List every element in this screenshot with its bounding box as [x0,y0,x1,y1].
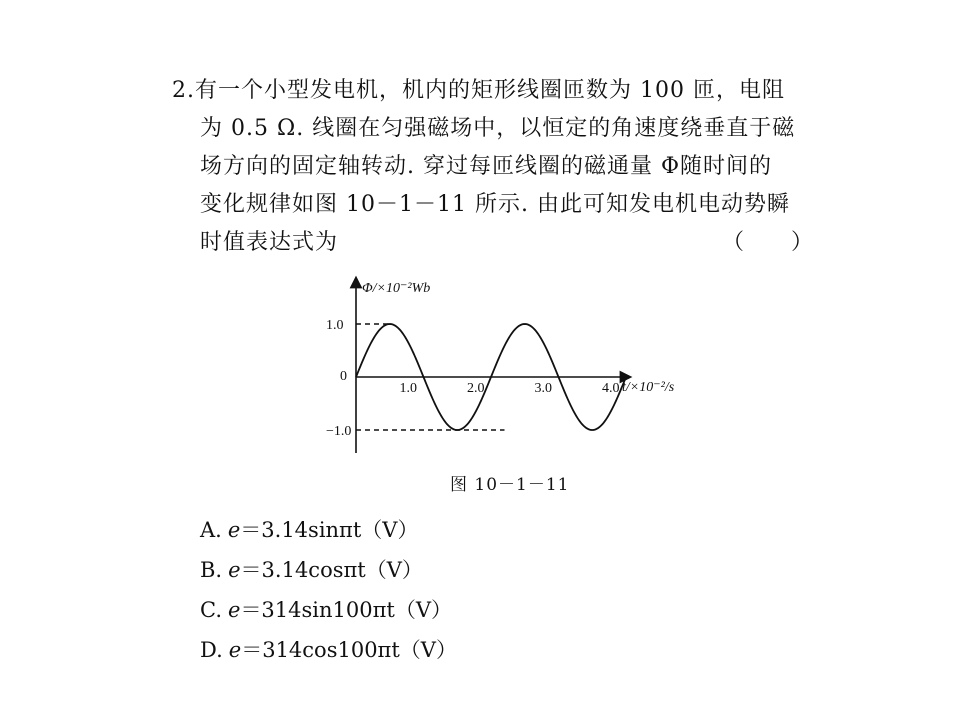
option-c-text: ＝314sin100πt（V） [240,598,453,622]
question-line-4: 变化规律如图 10－1－11 所示. 由此可知发电机电动势瞬 [200,192,790,217]
figure-caption: 图 10－1－11 [450,475,570,495]
y-tick-label: 1.0 [326,318,344,333]
option-c-label: C. [200,598,222,622]
option-a-text: ＝3.14sinπt（V） [240,518,419,542]
question-line-3: 场方向的固定轴转动. 穿过每匝线圈的磁通量 Φ随时间的 [200,154,773,179]
chart-marks [326,318,626,439]
option-d-variable: e [228,638,242,662]
y-axis-label: Φ/×10⁻²Wb [362,281,431,296]
option-d[interactable] [200,630,457,670]
x-tick-label: 3.0 [534,381,552,396]
answer-options [200,510,457,670]
x-tick-label: 4.0 [602,381,620,396]
origin-label: 0 [340,369,347,384]
question-line-1: 2.有一个小型发电机，机内的矩形线圈匝数为 100 匝，电阻 [172,78,785,103]
option-d-text: ＝314cos100πt（V） [241,638,457,662]
x-tick-label: 2.0 [467,381,485,396]
x-tick-label: 1.0 [399,381,417,396]
option-b-variable: e [228,558,241,582]
option-b-label: B. [200,558,223,582]
question-line-5-text: 时值表达式为 [200,230,339,255]
option-a-label: A. [200,518,222,542]
question-line-5 [172,224,822,262]
option-b-text: ＝3.14cosπt（V） [240,558,423,582]
option-c-variable: e [228,598,241,622]
x-axis-label: t/×10⁻²/s [622,380,675,395]
option-a[interactable] [200,510,457,550]
option-b[interactable] [200,550,457,590]
option-d-label: D. [200,638,223,662]
option-c[interactable] [200,590,457,630]
answer-parens: （ ） [721,230,814,255]
y-tick-label: −1.0 [326,424,352,439]
flux-chart-svg [310,268,710,468]
question-text [172,72,822,262]
option-a-variable: e [227,518,241,542]
question-line-2: 为 0.5 Ω. 线圈在匀强磁场中，以恒定的角速度绕垂直于磁 [200,116,796,141]
flux-time-graph [310,268,710,468]
